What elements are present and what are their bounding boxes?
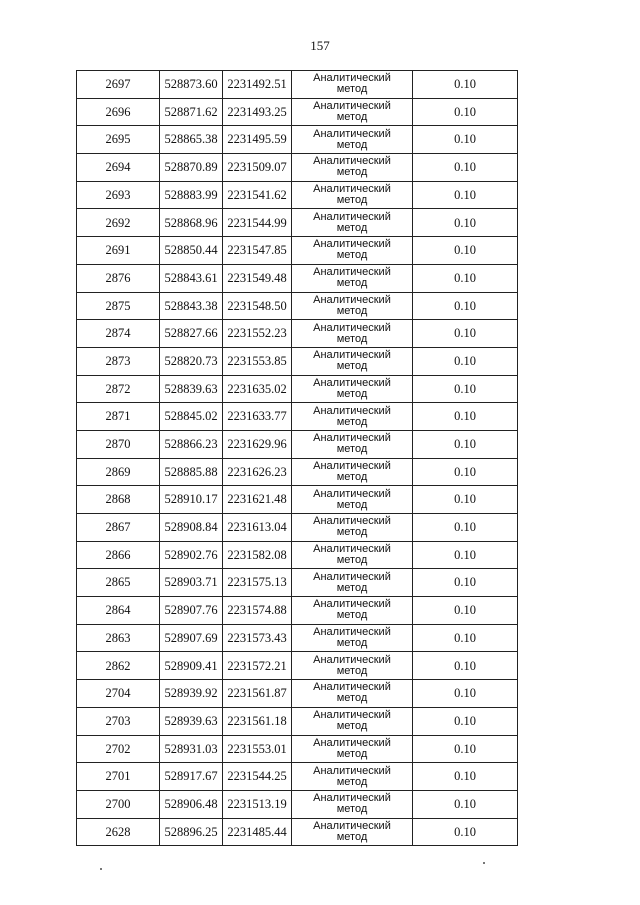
method-line-1: Аналитический [313,681,391,694]
table-row [77,514,518,542]
point-number-cell: 2701 [77,763,160,791]
precision-cell: 0.10 [413,763,518,791]
precision-cell: 0.10 [413,292,518,320]
y-coordinate-cell: 2231552.23 [223,320,292,348]
precision-cell: 0.10 [413,818,518,846]
table-row [77,597,518,625]
point-number-cell: 2702 [77,735,160,763]
coordinates-table [76,70,518,846]
point-number-cell: 2869 [77,458,160,486]
scan-artifact [100,868,102,870]
x-coordinate-cell: 528843.61 [160,264,223,292]
y-coordinate-cell: 2231485.44 [223,818,292,846]
method-line-1: Аналитический [313,819,391,832]
table-row [77,790,518,818]
x-coordinate-cell: 528885.88 [160,458,223,486]
method-line-1: Аналитический [313,736,391,749]
method-cell [292,680,413,708]
method-line-1: Аналитический [313,432,391,445]
x-coordinate-cell: 528820.73 [160,347,223,375]
y-coordinate-cell: 2231561.87 [223,680,292,708]
table-row [77,680,518,708]
method-line-2: метод [336,83,368,96]
x-coordinate-cell: 528917.67 [160,763,223,791]
y-coordinate-cell: 2231574.88 [223,597,292,625]
y-coordinate-cell: 2231541.62 [223,181,292,209]
y-coordinate-cell: 2231582.08 [223,541,292,569]
y-coordinate-cell: 2231553.85 [223,347,292,375]
y-coordinate-cell: 2231561.18 [223,707,292,735]
precision-cell: 0.10 [413,569,518,597]
method-cell [292,375,413,403]
precision-cell: 0.10 [413,237,518,265]
table-row [77,458,518,486]
method-cell [292,624,413,652]
precision-cell: 0.10 [413,347,518,375]
method-cell [292,237,413,265]
method-cell [292,569,413,597]
point-number-cell: 2695 [77,126,160,154]
method-line-2: метод [336,443,368,456]
precision-cell: 0.10 [413,264,518,292]
method-line-2: метод [336,664,368,677]
method-line-2: метод [336,554,368,567]
x-coordinate-cell: 528939.63 [160,707,223,735]
table-row [77,347,518,375]
point-number-cell: 2868 [77,486,160,514]
method-cell [292,458,413,486]
x-coordinate-cell: 528839.63 [160,375,223,403]
method-cell [292,790,413,818]
y-coordinate-cell: 2231544.25 [223,763,292,791]
y-coordinate-cell: 2231613.04 [223,514,292,542]
y-coordinate-cell: 2231629.96 [223,430,292,458]
table-row [77,237,518,265]
table-row [77,735,518,763]
precision-cell: 0.10 [413,403,518,431]
point-number-cell: 2700 [77,790,160,818]
x-coordinate-cell: 528850.44 [160,237,223,265]
x-coordinate-cell: 528870.89 [160,154,223,182]
y-coordinate-cell: 2231626.23 [223,458,292,486]
method-cell [292,98,413,126]
table-row [77,541,518,569]
precision-cell: 0.10 [413,735,518,763]
method-cell [292,71,413,99]
point-number-cell: 2693 [77,181,160,209]
x-coordinate-cell: 528910.17 [160,486,223,514]
method-cell [292,486,413,514]
method-line-1: Аналитический [313,653,391,666]
precision-cell: 0.10 [413,486,518,514]
table-row [77,375,518,403]
precision-cell: 0.10 [413,320,518,348]
method-line-2: метод [336,138,368,151]
method-line-2: метод [336,747,368,760]
table-row [77,652,518,680]
table-row [77,624,518,652]
method-line-2: метод [336,470,368,483]
y-coordinate-cell: 2231573.43 [223,624,292,652]
method-line-2: метод [336,415,368,428]
method-line-1: Аналитический [313,376,391,389]
precision-cell: 0.10 [413,154,518,182]
x-coordinate-cell: 528908.84 [160,514,223,542]
precision-cell: 0.10 [413,597,518,625]
method-line-1: Аналитический [313,543,391,556]
y-coordinate-cell: 2231572.21 [223,652,292,680]
x-coordinate-cell: 528931.03 [160,735,223,763]
precision-cell: 0.10 [413,624,518,652]
point-number-cell: 2694 [77,154,160,182]
point-number-cell: 2867 [77,514,160,542]
precision-cell: 0.10 [413,514,518,542]
table-row [77,430,518,458]
table-row [77,98,518,126]
precision-cell: 0.10 [413,181,518,209]
point-number-cell: 2863 [77,624,160,652]
precision-cell: 0.10 [413,126,518,154]
y-coordinate-cell: 2231553.01 [223,735,292,763]
method-line-2: метод [336,304,368,317]
method-line-1: Аналитический [313,487,391,500]
precision-cell: 0.10 [413,209,518,237]
method-cell [292,707,413,735]
x-coordinate-cell: 528871.62 [160,98,223,126]
x-coordinate-cell: 528868.96 [160,209,223,237]
method-cell [292,347,413,375]
method-line-1: Аналитический [313,210,391,223]
method-line-2: метод [336,360,368,373]
table-row [77,486,518,514]
point-number-cell: 2870 [77,430,160,458]
method-line-1: Аналитический [313,183,391,196]
table-row [77,707,518,735]
method-line-1: Аналитический [313,764,391,777]
method-line-1: Аналитический [313,570,391,583]
method-cell [292,735,413,763]
precision-cell: 0.10 [413,458,518,486]
point-number-cell: 2872 [77,375,160,403]
method-line-2: метод [336,498,368,511]
point-number-cell: 2691 [77,237,160,265]
table-row [77,209,518,237]
point-number-cell: 2875 [77,292,160,320]
method-line-1: Аналитический [313,293,391,306]
method-line-2: метод [336,609,368,622]
method-cell [292,320,413,348]
x-coordinate-cell: 528906.48 [160,790,223,818]
point-number-cell: 2864 [77,597,160,625]
method-cell [292,430,413,458]
method-line-1: Аналитический [313,349,391,362]
method-line-1: Аналитический [313,266,391,279]
method-cell [292,652,413,680]
method-line-2: метод [336,526,368,539]
precision-cell: 0.10 [413,98,518,126]
precision-cell: 0.10 [413,541,518,569]
method-line-2: метод [336,249,368,262]
point-number-cell: 2628 [77,818,160,846]
x-coordinate-cell: 528939.92 [160,680,223,708]
y-coordinate-cell: 2231492.51 [223,71,292,99]
point-number-cell: 2696 [77,98,160,126]
x-coordinate-cell: 528902.76 [160,541,223,569]
method-cell [292,264,413,292]
method-cell [292,763,413,791]
method-line-1: Аналитический [313,238,391,251]
x-coordinate-cell: 528845.02 [160,403,223,431]
point-number-cell: 2876 [77,264,160,292]
precision-cell: 0.10 [413,71,518,99]
method-line-2: метод [336,194,368,207]
precision-cell: 0.10 [413,680,518,708]
table-row [77,154,518,182]
method-line-2: метод [336,111,368,124]
method-line-2: метод [336,166,368,179]
method-cell [292,154,413,182]
y-coordinate-cell: 2231495.59 [223,126,292,154]
method-cell [292,126,413,154]
precision-cell: 0.10 [413,652,518,680]
method-line-2: метод [336,692,368,705]
method-line-1: Аналитический [313,709,391,722]
method-line-1: Аналитический [313,598,391,611]
method-cell [292,403,413,431]
y-coordinate-cell: 2231509.07 [223,154,292,182]
point-number-cell: 2697 [77,71,160,99]
method-line-2: метод [336,387,368,400]
point-number-cell: 2865 [77,569,160,597]
y-coordinate-cell: 2231549.48 [223,264,292,292]
method-line-2: метод [336,581,368,594]
method-line-1: Аналитический [313,626,391,639]
method-cell [292,209,413,237]
precision-cell: 0.10 [413,707,518,735]
table-row [77,181,518,209]
x-coordinate-cell: 528883.99 [160,181,223,209]
point-number-cell: 2874 [77,320,160,348]
point-number-cell: 2871 [77,403,160,431]
x-coordinate-cell: 528907.76 [160,597,223,625]
y-coordinate-cell: 2231548.50 [223,292,292,320]
method-cell [292,597,413,625]
table-row [77,818,518,846]
table-row [77,292,518,320]
method-line-1: Аналитический [313,792,391,805]
x-coordinate-cell: 528909.41 [160,652,223,680]
method-line-2: метод [336,720,368,733]
method-line-2: метод [336,332,368,345]
table-row [77,264,518,292]
x-coordinate-cell: 528903.71 [160,569,223,597]
method-cell [292,541,413,569]
coordinates-table-body [77,71,518,846]
y-coordinate-cell: 2231633.77 [223,403,292,431]
x-coordinate-cell: 528865.38 [160,126,223,154]
table-row [77,320,518,348]
point-number-cell: 2704 [77,680,160,708]
precision-cell: 0.10 [413,430,518,458]
precision-cell: 0.10 [413,790,518,818]
method-line-2: метод [336,637,368,650]
method-cell [292,181,413,209]
y-coordinate-cell: 2231547.85 [223,237,292,265]
method-line-1: Аналитический [313,321,391,334]
x-coordinate-cell: 528866.23 [160,430,223,458]
method-line-2: метод [336,221,368,234]
method-cell [292,818,413,846]
table-row [77,71,518,99]
y-coordinate-cell: 2231493.25 [223,98,292,126]
table-row [77,569,518,597]
point-number-cell: 2692 [77,209,160,237]
method-line-1: Аналитический [313,100,391,113]
page-number: 157 [310,38,330,53]
method-line-2: метод [336,830,368,843]
point-number-cell: 2866 [77,541,160,569]
method-line-1: Аналитический [313,515,391,528]
x-coordinate-cell: 528907.69 [160,624,223,652]
y-coordinate-cell: 2231575.13 [223,569,292,597]
x-coordinate-cell: 528827.66 [160,320,223,348]
x-coordinate-cell: 528896.25 [160,818,223,846]
y-coordinate-cell: 2231513.19 [223,790,292,818]
table-row [77,126,518,154]
table-row [77,763,518,791]
scan-artifact [483,862,485,864]
y-coordinate-cell: 2231544.99 [223,209,292,237]
method-line-1: Аналитический [313,72,391,85]
table-row [77,403,518,431]
method-line-2: метод [336,775,368,788]
method-line-1: Аналитический [313,155,391,168]
y-coordinate-cell: 2231621.48 [223,486,292,514]
method-line-1: Аналитический [313,127,391,140]
precision-cell: 0.10 [413,375,518,403]
method-line-2: метод [336,277,368,290]
x-coordinate-cell: 528873.60 [160,71,223,99]
y-coordinate-cell: 2231635.02 [223,375,292,403]
method-line-1: Аналитический [313,404,391,417]
point-number-cell: 2703 [77,707,160,735]
method-line-1: Аналитический [313,459,391,472]
point-number-cell: 2873 [77,347,160,375]
x-coordinate-cell: 528843.38 [160,292,223,320]
method-cell [292,292,413,320]
method-line-2: метод [336,803,368,816]
point-number-cell: 2862 [77,652,160,680]
method-cell [292,514,413,542]
